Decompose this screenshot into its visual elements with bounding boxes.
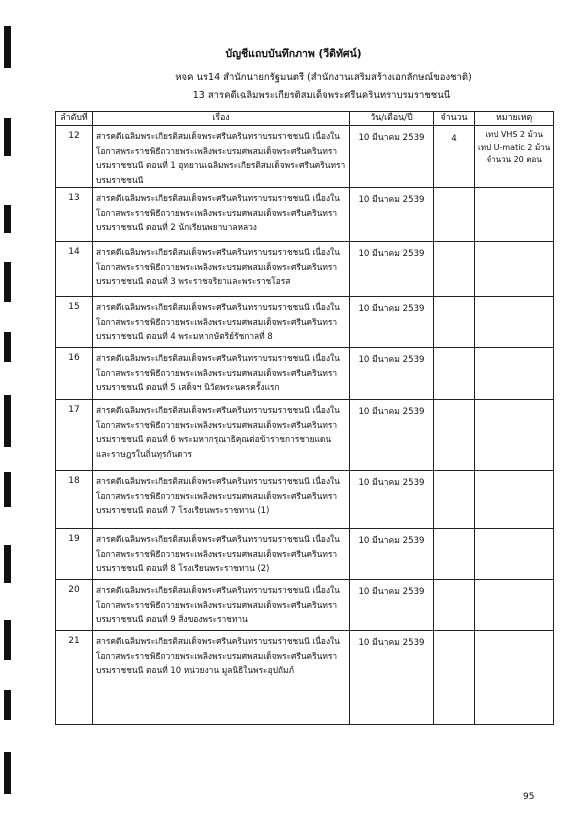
cell-remarks bbox=[475, 242, 554, 297]
table-row bbox=[56, 580, 554, 631]
cell-remarks bbox=[475, 580, 554, 631]
table-row bbox=[56, 188, 554, 242]
cell-topic bbox=[93, 471, 350, 529]
remarks-line: เทป U-matic 2 ม้วน bbox=[478, 142, 551, 152]
cell-number: 19 bbox=[56, 529, 93, 580]
cell-quantity bbox=[434, 529, 475, 580]
cell-quantity bbox=[434, 348, 475, 400]
topic-line: โอกาสพระราชพิธีถวายพระเพลิงพระบรมศพสมเด็จพระศรีนครินทรา bbox=[96, 261, 338, 272]
cell-quantity bbox=[434, 242, 475, 297]
document-subtitle-series: 13 สารคดีเฉลิมพระเกียรติสมเด็จพระศรีนครินทราบรมราชชนนี bbox=[192, 90, 451, 101]
topic-line: โอกาสพระราชพิธีถวายพระเพลิงพระบรมศพสมเด็จพระศรีนครินทรา bbox=[96, 145, 338, 156]
cell-number: 18 bbox=[56, 471, 93, 529]
topic-line: บรมราชชนนี ตอนที่ 5 เสด็จฯ นิวัตพระนครครั้งแรก bbox=[96, 382, 280, 392]
cell-quantity bbox=[434, 188, 475, 242]
cell-date: 10 มีนาคม 2539 bbox=[350, 297, 434, 348]
topic-line: สารคดีเฉลิมพระเกียรติสมเด็จพระศรีนครินทราบรมราชชนนี เนื่องใน bbox=[96, 353, 340, 363]
binder-edge-mark bbox=[4, 205, 11, 233]
cell-topic bbox=[93, 242, 350, 297]
topic-line: โอกาสพระราชพิธีถวายพระเพลิงพระบรมศพสมเด็จพระศรีนครินทรา bbox=[96, 419, 338, 430]
cell-topic bbox=[93, 631, 350, 725]
topic-line: โอกาสพระราชพิธีถวายพระเพลิงพระบรมศพสมเด็จพระศรีนครินทรา bbox=[96, 316, 338, 327]
binder-edge-mark bbox=[4, 262, 11, 302]
cell-date: 10 มีนาคม 2539 bbox=[350, 242, 434, 297]
cell-topic bbox=[93, 297, 350, 348]
cell-topic bbox=[93, 529, 350, 580]
cell-number: 21 bbox=[56, 631, 93, 725]
cell-date: 10 มีนาคม 2539 bbox=[350, 631, 434, 725]
cell-date: 10 มีนาคม 2539 bbox=[350, 188, 434, 242]
binder-edge-mark bbox=[4, 752, 11, 794]
column-header-number: ลำดับที่ bbox=[56, 112, 93, 126]
cell-date: 10 มีนาคม 2539 bbox=[350, 348, 434, 400]
remarks-line: เทป VHS 2 ม้วน bbox=[485, 130, 543, 139]
table-row bbox=[56, 297, 554, 348]
column-header-quantity: จำนวน bbox=[434, 112, 475, 126]
binder-edge-mark bbox=[4, 332, 11, 362]
cell-number: 13 bbox=[56, 188, 93, 242]
table-row bbox=[56, 471, 554, 529]
cell-remarks bbox=[475, 529, 554, 580]
topic-line: โอกาสพระราชพิธีถวายพระเพลิงพระบรมศพสมเด็จพระศรีนครินทรา bbox=[96, 207, 338, 218]
table-body bbox=[56, 126, 554, 725]
cell-topic bbox=[93, 400, 350, 471]
binder-edge-mark bbox=[4, 690, 11, 720]
binder-edge-mark bbox=[4, 118, 11, 156]
remarks-line: จำนวน 20 ตอน bbox=[486, 155, 542, 164]
topic-line: บรมราชชนนี ตอนที่ 9 สิ่งของพระราชทาน bbox=[96, 614, 248, 624]
table-row bbox=[56, 400, 554, 471]
cell-number: 16 bbox=[56, 348, 93, 400]
topic-line: บรมราชชนนี ตอนที่ 7 โรงเรียนพระราชทาน (1) bbox=[96, 505, 270, 515]
binder-edge-mark bbox=[4, 545, 11, 583]
cell-number: 20 bbox=[56, 580, 93, 631]
cell-quantity bbox=[434, 471, 475, 529]
cell-remarks bbox=[475, 297, 554, 348]
cell-quantity bbox=[434, 297, 475, 348]
topic-line: และราษฎรในถิ่นทุรกันดาร bbox=[96, 448, 192, 459]
cell-quantity: 4 bbox=[434, 126, 475, 188]
cell-remarks bbox=[475, 471, 554, 529]
cell-remarks bbox=[475, 188, 554, 242]
topic-line: บรมราชชนนี ตอนที่ 8 โรงเรียนพระราชทาน (2) bbox=[96, 563, 270, 573]
binder-edge-mark bbox=[4, 472, 11, 507]
topic-line: โอกาสพระราชพิธีถวายพระเพลิงพระบรมศพสมเด็จพระศรีนครินทรา bbox=[96, 548, 338, 559]
cell-date: 10 มีนาคม 2539 bbox=[350, 126, 434, 188]
topic-line: โอกาสพระราชพิธีถวายพระเพลิงพระบรมศพสมเด็จพระศรีนครินทรา bbox=[96, 650, 338, 661]
cell-number: 14 bbox=[56, 242, 93, 297]
cell-number: 17 bbox=[56, 400, 93, 471]
cell-quantity bbox=[434, 580, 475, 631]
records-table bbox=[55, 111, 554, 725]
cell-remarks bbox=[475, 126, 554, 188]
cell-date: 10 มีนาคม 2539 bbox=[350, 580, 434, 631]
topic-line: บรมราชชนนี ตอนที่ 10 หน่วยงาน มูลนิธิในพระอุปถัมภ์ bbox=[96, 665, 295, 675]
topic-line: โอกาสพระราชพิธีถวายพระเพลิงพระบรมศพสมเด็จพระศรีนครินทรา bbox=[96, 367, 338, 378]
topic-line: สารคดีเฉลิมพระเกียรติสมเด็จพระศรีนครินทราบรมราชชนนี เนื่องใน bbox=[96, 405, 340, 415]
topic-line: สารคดีเฉลิมพระเกียรติสมเด็จพระศรีนครินทราบรมราชชนนี เนื่องใน bbox=[96, 476, 340, 486]
table-row bbox=[56, 242, 554, 297]
cell-number: 15 bbox=[56, 297, 93, 348]
cell-topic bbox=[93, 126, 350, 188]
topic-line: บรมราชชนนี ตอนที่ 3 พระราชจริยาและพระราชโอรส bbox=[96, 276, 291, 286]
topic-line: สารคดีเฉลิมพระเกียรติสมเด็จพระศรีนครินทราบรมราชชนนี เนื่องใน bbox=[96, 131, 340, 141]
topic-line: บรมราชชนนี bbox=[96, 174, 144, 185]
topic-line: บรมราชชนนี ตอนที่ 1 อุทยานเฉลิมพระเกียรติสมเด็จพระศรีนครินทรา bbox=[96, 160, 346, 170]
cell-quantity bbox=[434, 631, 475, 725]
cell-remarks bbox=[475, 631, 554, 725]
table-row bbox=[56, 348, 554, 400]
column-header-remarks: หมายเหตุ bbox=[475, 112, 554, 126]
table-row bbox=[56, 529, 554, 580]
document-subtitle-agency: หจค นร14 สำนักนายกรัฐมนตรี (สำนักงานเสริมสร้างเอกลักษณ์ของชาติ) bbox=[175, 72, 472, 83]
topic-line: สารคดีเฉลิมพระเกียรติสมเด็จพระศรีนครินทราบรมราชชนนี เนื่องใน bbox=[96, 585, 340, 595]
topic-line: สารคดีเฉลิมพระเกียรติสมเด็จพระศรีนครินทราบรมราชชนนี เนื่องใน bbox=[96, 247, 340, 257]
cell-quantity bbox=[434, 400, 475, 471]
binder-edge-mark bbox=[4, 395, 11, 447]
cell-number: 12 bbox=[56, 126, 93, 188]
cell-remarks bbox=[475, 400, 554, 471]
topic-line: บรมราชชนนี ตอนที่ 2 นักเรียนพยาบาลหลวง bbox=[96, 222, 257, 232]
table-row bbox=[56, 631, 554, 725]
topic-line: สารคดีเฉลิมพระเกียรติสมเด็จพระศรีนครินทราบรมราชชนนี เนื่องใน bbox=[96, 302, 340, 312]
topic-line: สารคดีเฉลิมพระเกียรติสมเด็จพระศรีนครินทราบรมราชชนนี เนื่องใน bbox=[96, 534, 340, 544]
table-header-row bbox=[56, 112, 554, 126]
page-number: 95 bbox=[523, 792, 535, 802]
cell-date: 10 มีนาคม 2539 bbox=[350, 471, 434, 529]
column-header-date: วัน/เดือน/ปี bbox=[350, 112, 434, 126]
topic-line: โอกาสพระราชพิธีถวายพระเพลิงพระบรมศพสมเด็จพระศรีนครินทรา bbox=[96, 599, 338, 610]
cell-topic bbox=[93, 348, 350, 400]
topic-line: โอกาสพระราชพิธีถวายพระเพลิงพระบรมศพสมเด็จพระศรีนครินทรา bbox=[96, 490, 338, 501]
topic-line: สารคดีเฉลิมพระเกียรติสมเด็จพระศรีนครินทราบรมราชชนนี เนื่องใน bbox=[96, 636, 340, 646]
binder-edge-mark bbox=[4, 620, 11, 660]
cell-date: 10 มีนาคม 2539 bbox=[350, 400, 434, 471]
document-title: บัญชีแถบบันทึกภาพ (วีดิทัศน์) bbox=[225, 48, 362, 60]
topic-line: บรมราชชนนี ตอนที่ 4 พระมหากษัตริย์รัชกาลที่ 8 bbox=[96, 331, 273, 341]
cell-remarks bbox=[475, 348, 554, 400]
column-header-topic: เรื่อง bbox=[93, 112, 350, 126]
topic-line: บรมราชชนนี ตอนที่ 6 พระมหากรุณาธิคุณต่อข้าราชการชายแดน bbox=[96, 434, 332, 444]
cell-topic bbox=[93, 580, 350, 631]
cell-date: 10 มีนาคม 2539 bbox=[350, 529, 434, 580]
binder-edge-mark bbox=[4, 26, 11, 68]
topic-line: สารคดีเฉลิมพระเกียรติสมเด็จพระศรีนครินทราบรมราชชนนี เนื่องใน bbox=[96, 193, 340, 203]
table-row bbox=[56, 126, 554, 188]
cell-topic bbox=[93, 188, 350, 242]
